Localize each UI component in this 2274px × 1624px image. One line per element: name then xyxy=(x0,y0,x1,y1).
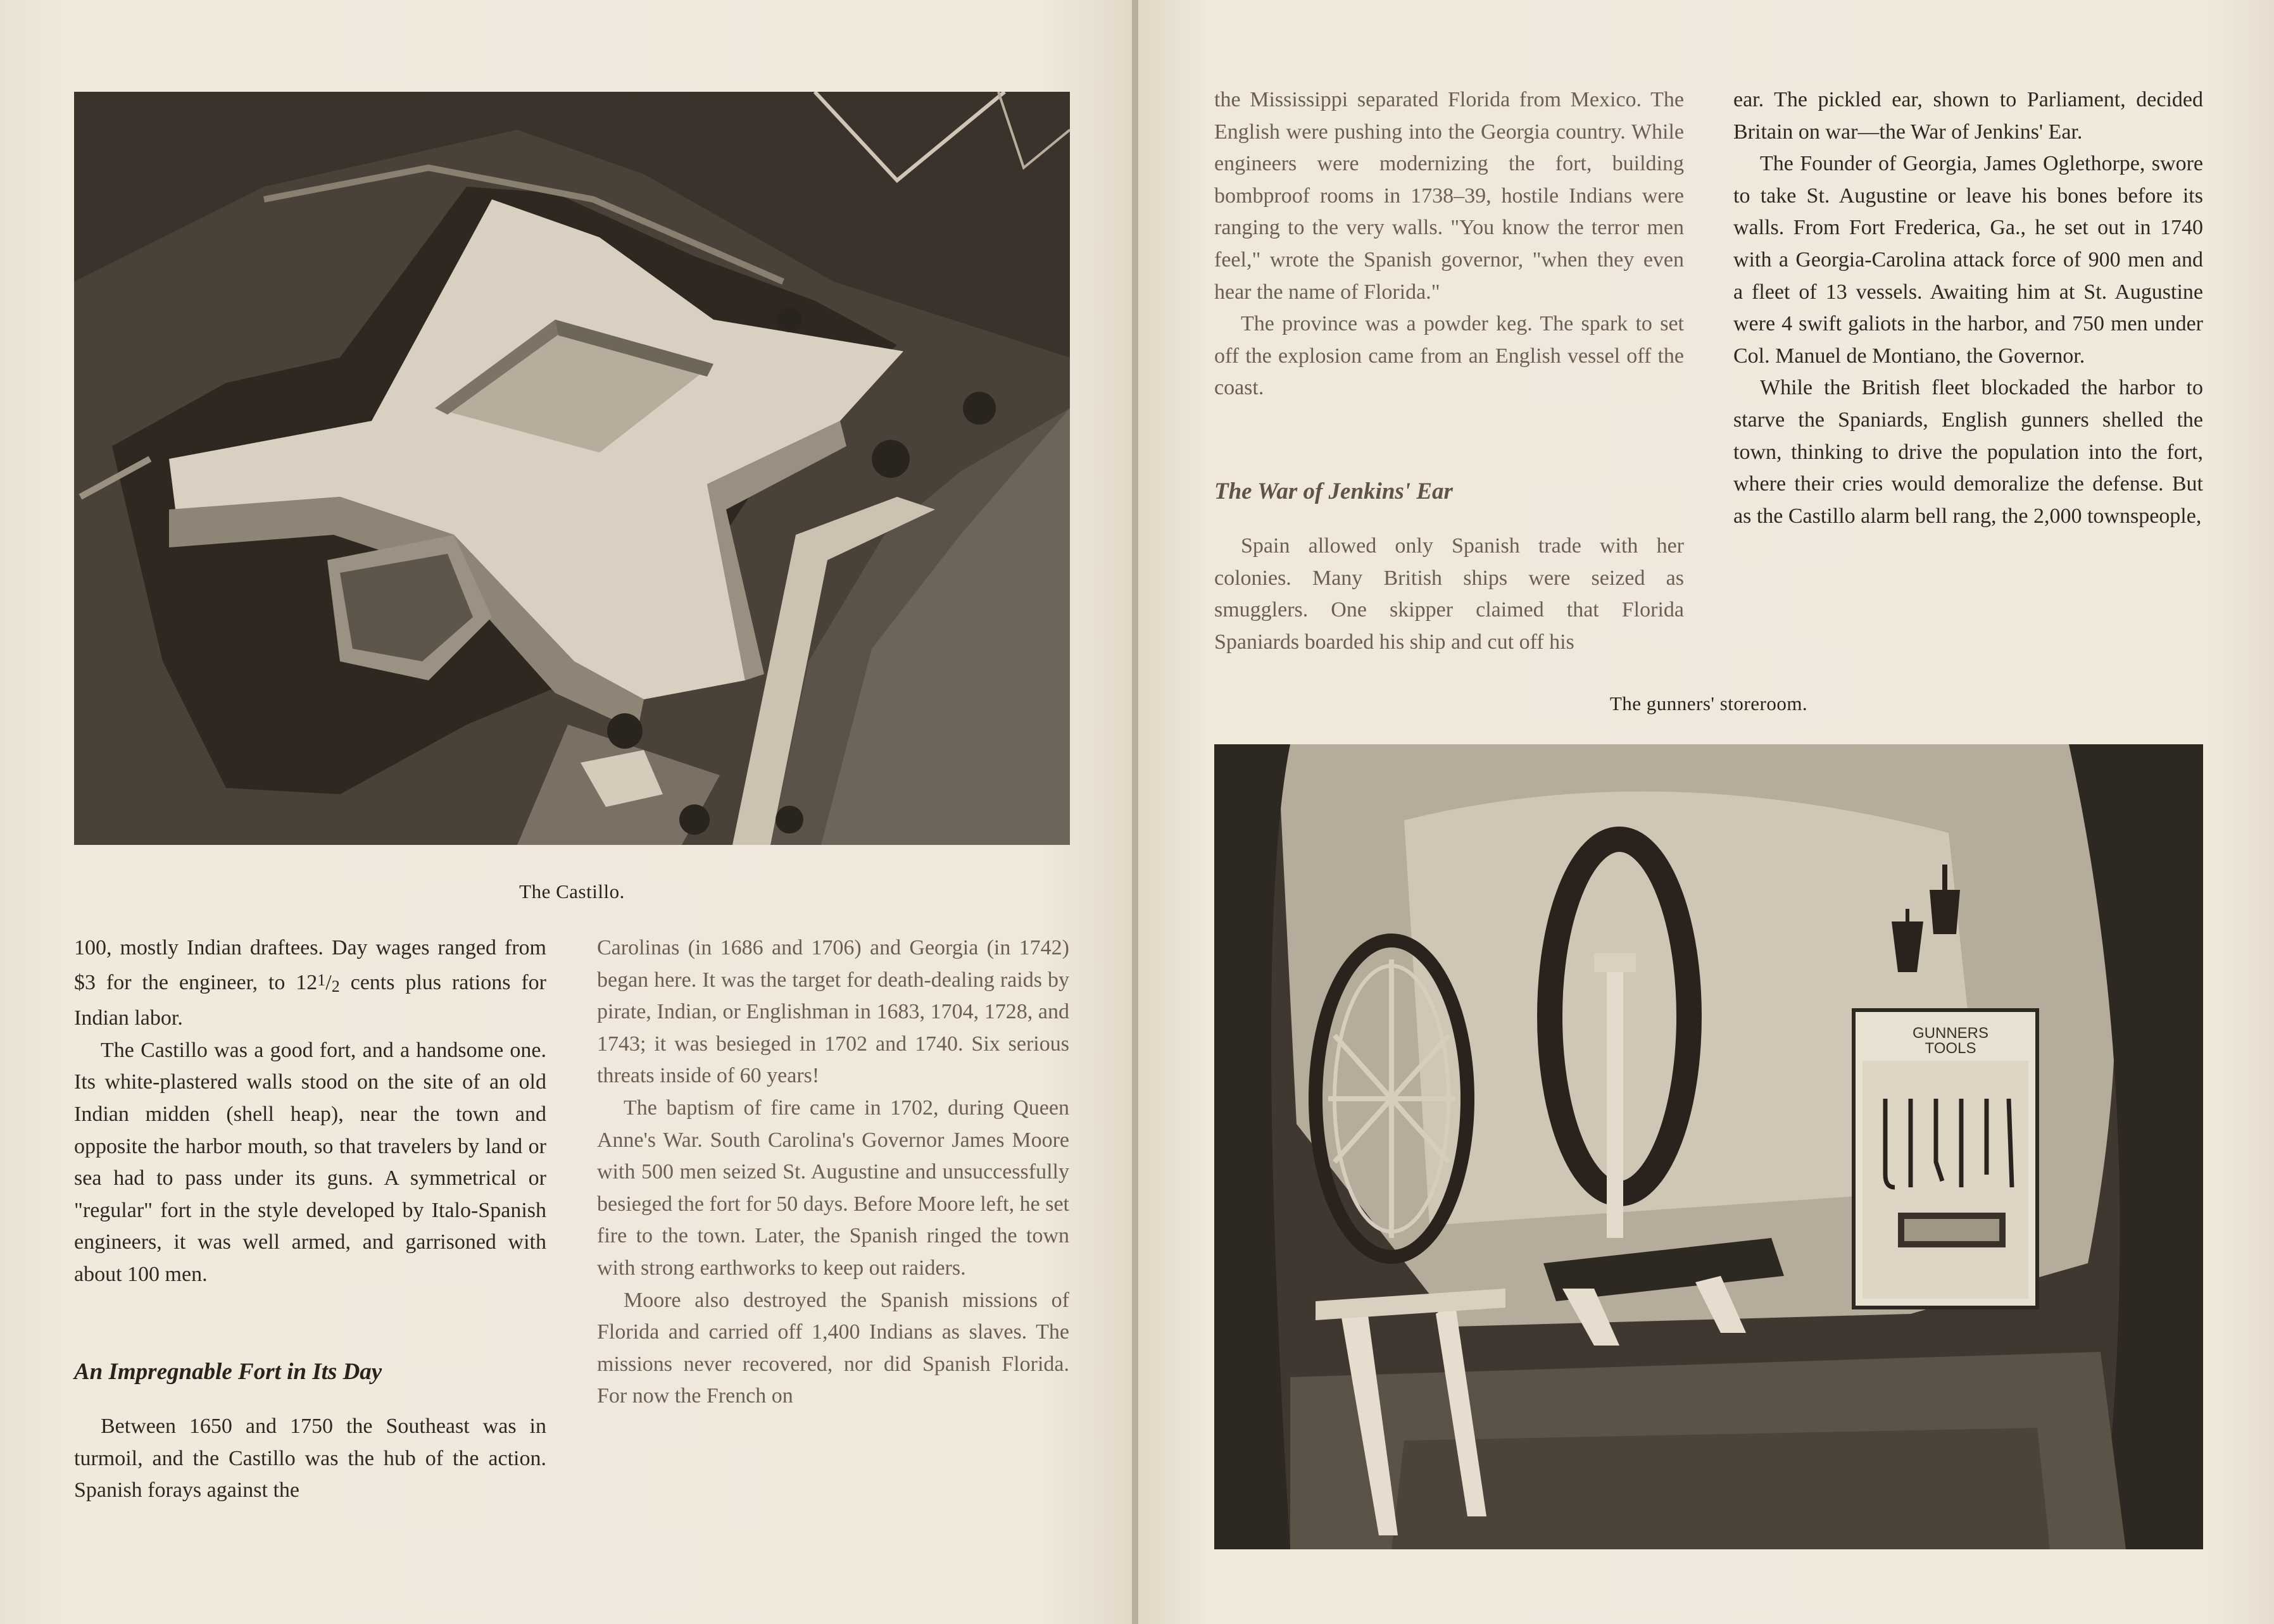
sign-line: TOOLS xyxy=(1925,1040,1976,1057)
column-paragraph: The Founder of Georgia, James Oglethorpe, swore to take St. Augustine or leave his bones before its walls. From Fort Frederica, Ga., he set out in 1740 with a Georgia-Carolina attack force of 900 men and a fleet of 13 vessels. Awaiting him at St. Augustine were 4 swift galiots in the harbor, and 750 men under Col. Manuel de Montiano, the Governor. xyxy=(1733,152,2203,368)
paragraph-text: cents plus rations for Indian labor. xyxy=(74,970,546,1030)
column-paragraph: The Castillo was a good fort, and a handsome one. Its white-plastered walls stood on the site of an old Indian midden (shell heap), near the town and opposite the harbor mouth, so that travelers by land or sea had to pass under its guns. A symmetrical or "regular" fort in the style developed by Italo-Spanish engineers, it was well armed, and garrisoned with about 100 men. xyxy=(74,1038,546,1286)
castillo-aerial-photo xyxy=(74,92,1070,845)
gunners-storeroom-photo xyxy=(1214,744,2203,1549)
column-paragraph: Spain allowed only Spanish trade with her colonies. Many British ships were seized as smugglers. One skipper claimed that Florida Spaniards boarded his ship and cut off his xyxy=(1214,534,1684,654)
left-page-column-1-section xyxy=(74,1411,546,1507)
fraction-numerator: 1 xyxy=(317,970,326,989)
column-paragraph: The province was a powder keg. The spark to set off the explosion came from an English vessel off the coast. xyxy=(1214,312,1684,400)
left-page-column-2 xyxy=(597,932,1069,1413)
fraction-denominator: 2 xyxy=(331,977,340,996)
right-page xyxy=(1138,0,2274,1624)
column-paragraph: the Mississippi separated Florida from Mexico. The English were pushing into the Georgia country. While engineers were modernizing the fort, building bombproof rooms in 1738–39, hostile Indians were ranging to the very walls. "You know the terror men feel," wrote the Spanish governor, "when they even hear the name of Florida." xyxy=(1214,88,1684,304)
right-page-column-1-section xyxy=(1214,530,1684,658)
section-heading-jenkins-ear: The War of Jenkins' Ear xyxy=(1214,478,1453,504)
gunners-tools-sign xyxy=(1865,1026,2036,1056)
column-paragraph: Moore also destroyed the Spanish missions of Florida and carried off 1,400 Indians as slaves. The missions never recovered, nor did Spanish Florida. For now the French on xyxy=(597,1288,1069,1408)
column-paragraph: ear. The pickled ear, shown to Parliament, decided Britain on war—the War of Jenkins' Ear. xyxy=(1733,88,2203,144)
column-paragraph: Carolinas (in 1686 and 1706) and Georgia (in 1742) began here. It was the target for death-dealing raids by pirate, Indian, or Englishman in 1683, 1704, 1728, and 1743; it was besieged in 1702 and 1740. Six serious threats inside of 60 years! xyxy=(597,936,1069,1088)
storeroom-photo-caption: The gunners' storeroom. xyxy=(1609,692,1808,715)
paragraph-text: 100, mostly Indian draftees. Day wages ranged from $3 for the engineer, to 12 xyxy=(74,936,546,994)
column-paragraph: Between 1650 and 1750 the Southeast was in turmoil, and the Castillo was the hub of the action. Spanish forays against the xyxy=(74,1415,546,1502)
section-heading-impregnable-fort: An Impregnable Fort in Its Day xyxy=(74,1359,382,1385)
column-paragraph: While the British fleet blockaded the harbor to starve the Spaniards, English gunners shelled the town, thinking to drive the population into the fort, where their cries would demoralize the defense. But as the Castillo alarm bell rang, the 2,000 townspeople, xyxy=(1733,376,2203,528)
column-paragraph: The baptism of fire came in 1702, during Queen Anne's War. South Carolina's Governor James Moore with 500 men seized St. Augustine and unsuccessfully besieged the fort for 50 days. Before Moore left, he set fire to the town. Later, the Spanish ringed the town with strong earthworks to keep out raiders. xyxy=(597,1096,1069,1280)
left-page xyxy=(0,0,1133,1624)
sign-line: GUNNERS xyxy=(1912,1025,1988,1042)
right-page-column-2 xyxy=(1733,84,2203,532)
castillo-photo-caption: The Castillo. xyxy=(519,880,625,903)
column-paragraph: 100, mostly Indian draftees. Day wages ranged from $3 for the engineer, to $12^1/2$ cents plus rations for Indian labor. xyxy=(74,936,546,1030)
right-page-column-1 xyxy=(1214,84,1684,404)
left-page-column-1 xyxy=(74,932,546,1291)
